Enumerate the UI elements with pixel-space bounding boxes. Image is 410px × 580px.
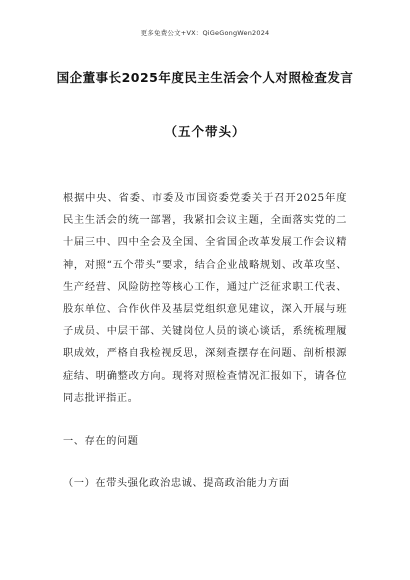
intro-paragraph: 根据中央、省委、市委及市国资委党委关于召开2025年度民主生活会的统一部署，我紧扣会议主题，全面落实党的二十届三中、四中全会及全国、全省国企改革发展工作会议精神，对照“五个带头”要求，结合企业战略规划、改革攻坚、生产经营、风险防控等核心工作，通过广泛征求职工代表、股东单位、合作伙伴及基层党组织意见建议，深入开展与班子成员、中层干部、关键岗位人员的谈心谈话，系统梳理履职成效，严格自我检视反思，深刻查摆存在问题、剖析根源症结、明确整改方向。现将对照检查情况汇报如下，请各位同志批评指正。: [63, 193, 347, 404]
header-note: 更多免费公文+VX：QiGeGongWen2024: [140, 29, 270, 37]
document-subtitle: （五个带头）: [164, 124, 246, 139]
document-title: 国企董事长2025年度民主生活会个人对照检查发言: [56, 70, 354, 85]
section-heading-problems: 一、存在的问题: [63, 436, 139, 447]
subsection-heading-political-loyalty: （一）在带头强化政治忠诚、提高政治能力方面: [63, 478, 290, 489]
